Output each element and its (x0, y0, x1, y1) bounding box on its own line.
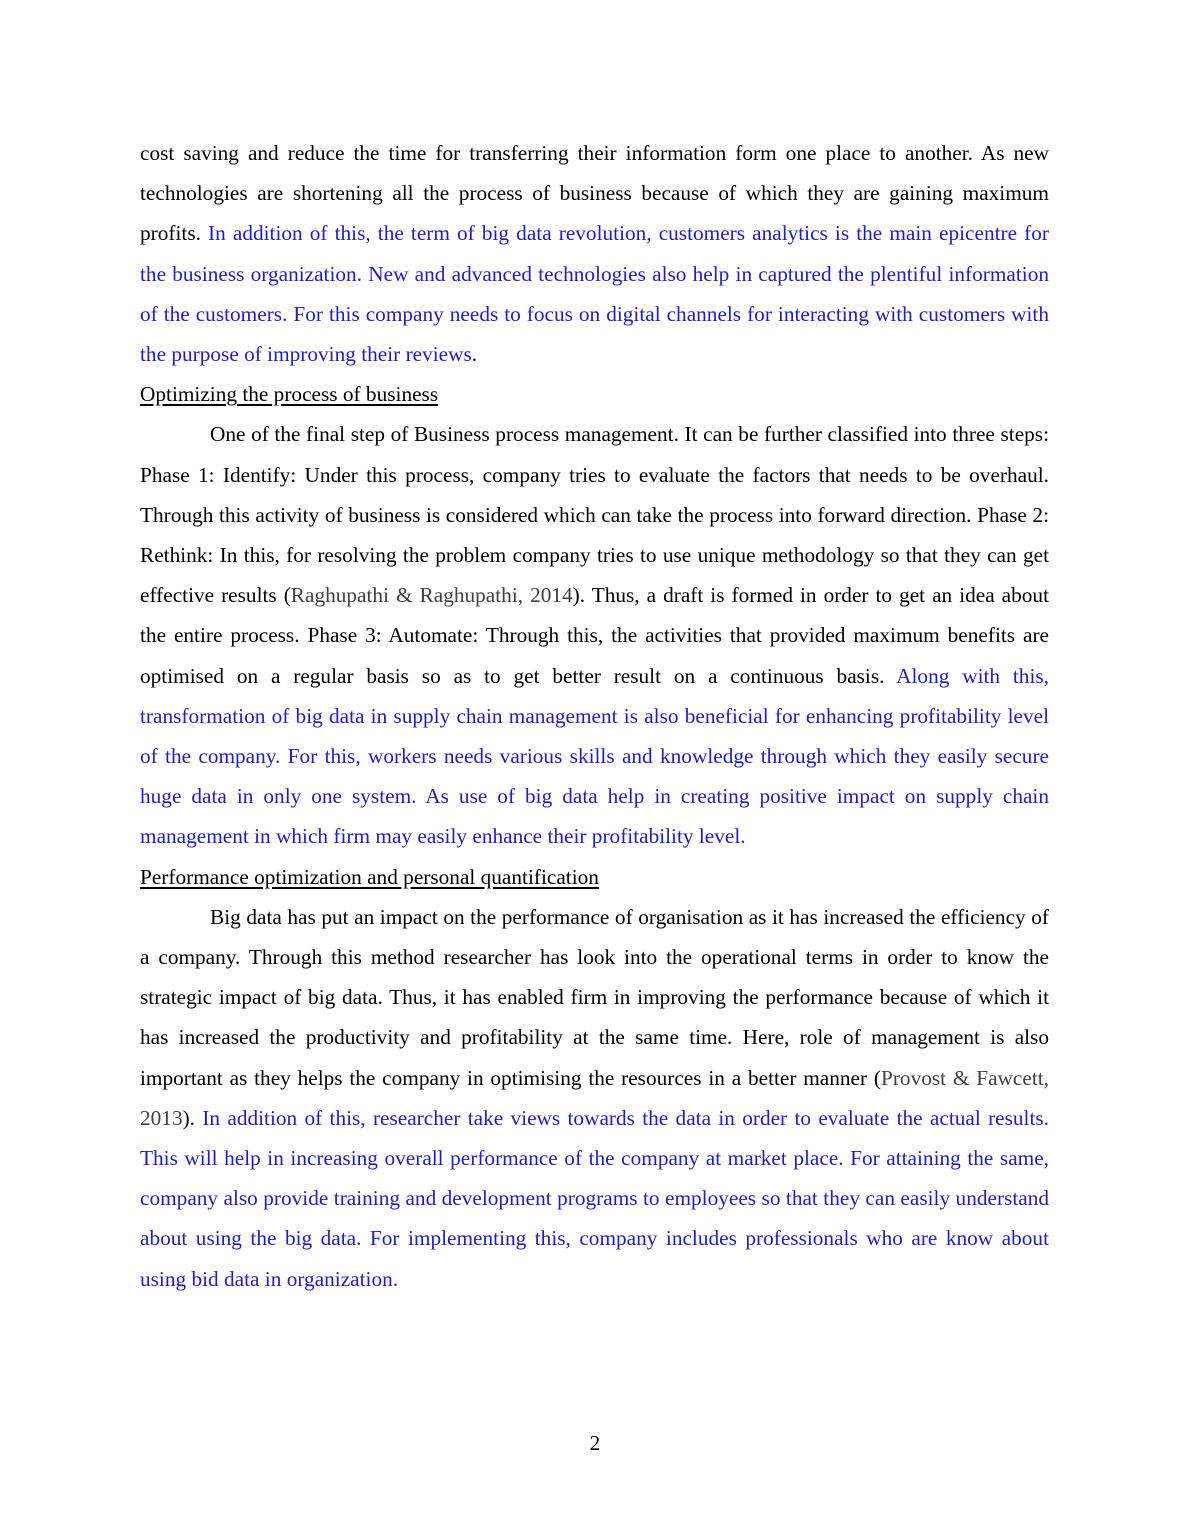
paragraph-text: Big data has put an impact on the performance of organisation as it has increased the efficiency of a company. Through this method researcher has look into the operational terms in order to know the strategic impact of big data. Thus, it has enabled firm in improving the performance because of which it has increased the productivity and profitability at the same time. Here, role of management is also important as they helps the company in optimising the resources in a better manner ( (140, 904, 1049, 1090)
paragraph-text: One of the final step of Business process management. It can be further classified into three steps: Phase 1: Identify: Under this process, company tries to evaluate the factors that needs to be overhaul. Through this activity of business is considered which can take the process into forward direction. Phase 2: Rethink: In this, for resolving the problem company tries to use unique methodology so that they can get effective results ( (140, 422, 1049, 608)
paragraph-text: . (471, 342, 478, 367)
paragraph-text: ). (182, 1105, 203, 1130)
paragraph-text: ). Thus, a draft is formed in order to get an idea about the entire process. Phase 3: Automate: Through this, the activities that provided maximum benefits are optimised on a regular basis so as to get better result on a continuous basis. (140, 583, 1049, 688)
highlighted-revision-text: In addition of this, researcher take views towards the data in order to evaluate the actual results. This will help in increasing overall performance of the company at market place. For attaining the same, company also provide training and development programs to employees so that they can easily understand about using the big data. For implementing this, company includes professionals who are know about using bid data in organization. (140, 1105, 1049, 1291)
page-body (140, 133, 1049, 1299)
highlighted-revision-text: Along with this, transformation of big data in supply chain management is also beneficial for enhancing profitability level of the company. For this, workers needs various skills and knowledge through which they easily secure huge data in only one system. As use of big data help in creating positive impact on supply chain management in which firm may easily enhance their profitability level. (140, 663, 1049, 849)
citation: Provost & Fawcett, 2013 (140, 1065, 1049, 1130)
page-number: 2 (589, 1431, 601, 1455)
paragraph-intro-continuation (140, 133, 1049, 374)
citation: Raghupathi & Raghupathi, 2014 (290, 583, 573, 608)
paragraph-text: cost saving and reduce the time for transferring their information form one place to another. As new technologies are shortening all the process of business because of which they are gaining maximum profits. (140, 141, 1049, 246)
highlighted-revision-text: In addition of this, the term of big data revolution, customers analytics is the main epicentre for the business organization. New and advanced technologies also help in captured the plentiful information of the customers. For this company needs to focus on digital channels for interacting with customers with the purpose of improving their reviews (140, 221, 1049, 367)
section-heading-optimizing-process: Optimizing the process of business (140, 382, 439, 407)
paragraph-optimizing-process (140, 414, 1049, 856)
section-heading-performance-optimization: Performance optimization and personal quantification (140, 864, 599, 889)
paragraph-performance-optimization (140, 897, 1049, 1299)
